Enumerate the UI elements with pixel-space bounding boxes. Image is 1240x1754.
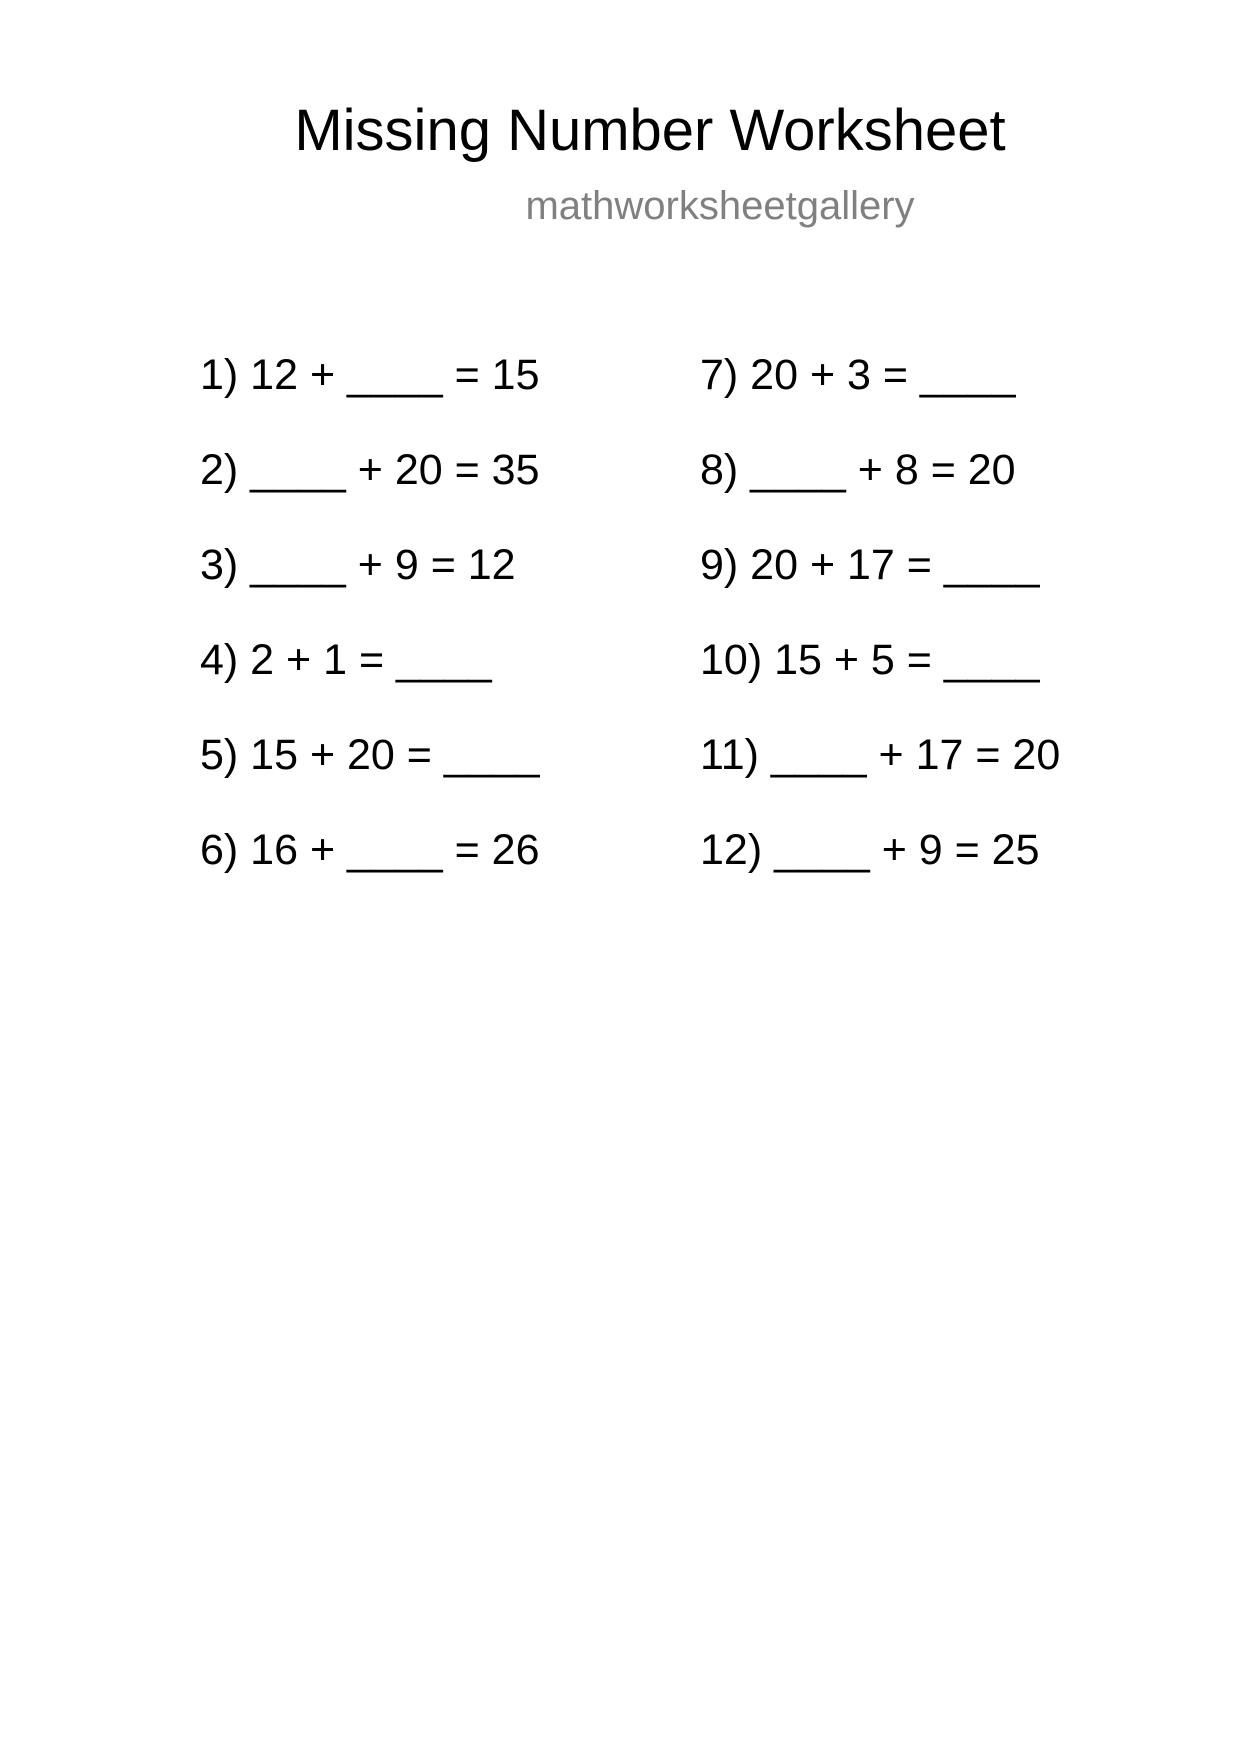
problem-8: 8) ____ + 8 = 20 bbox=[700, 446, 1016, 494]
page-title: Missing Number Worksheet bbox=[294, 98, 1006, 163]
problem-6: 6) 16 + ____ = 26 bbox=[200, 826, 540, 874]
problem-10: 10) 15 + 5 = ____ bbox=[700, 636, 1040, 684]
problem-5: 5) 15 + 20 = ____ bbox=[200, 731, 540, 779]
page-subtitle: mathworksheetgallery bbox=[525, 184, 915, 228]
problem-9: 9) 20 + 17 = ____ bbox=[700, 541, 1040, 589]
problems-right-column bbox=[700, 345, 1060, 915]
problem-11: 11) ____ + 17 = 20 bbox=[700, 731, 1061, 779]
problem-3: 3) ____ + 9 = 12 bbox=[200, 541, 516, 589]
problem-7: 7) 20 + 3 = ____ bbox=[700, 351, 1016, 399]
problem-4: 4) 2 + 1 = ____ bbox=[200, 636, 492, 684]
problem-2: 2) ____ + 20 = 35 bbox=[200, 446, 540, 494]
problem-12: 12) ____ + 9 = 25 bbox=[700, 826, 1040, 874]
problems-left-column bbox=[200, 345, 540, 915]
problem-1: 1) 12 + ____ = 15 bbox=[200, 351, 540, 399]
